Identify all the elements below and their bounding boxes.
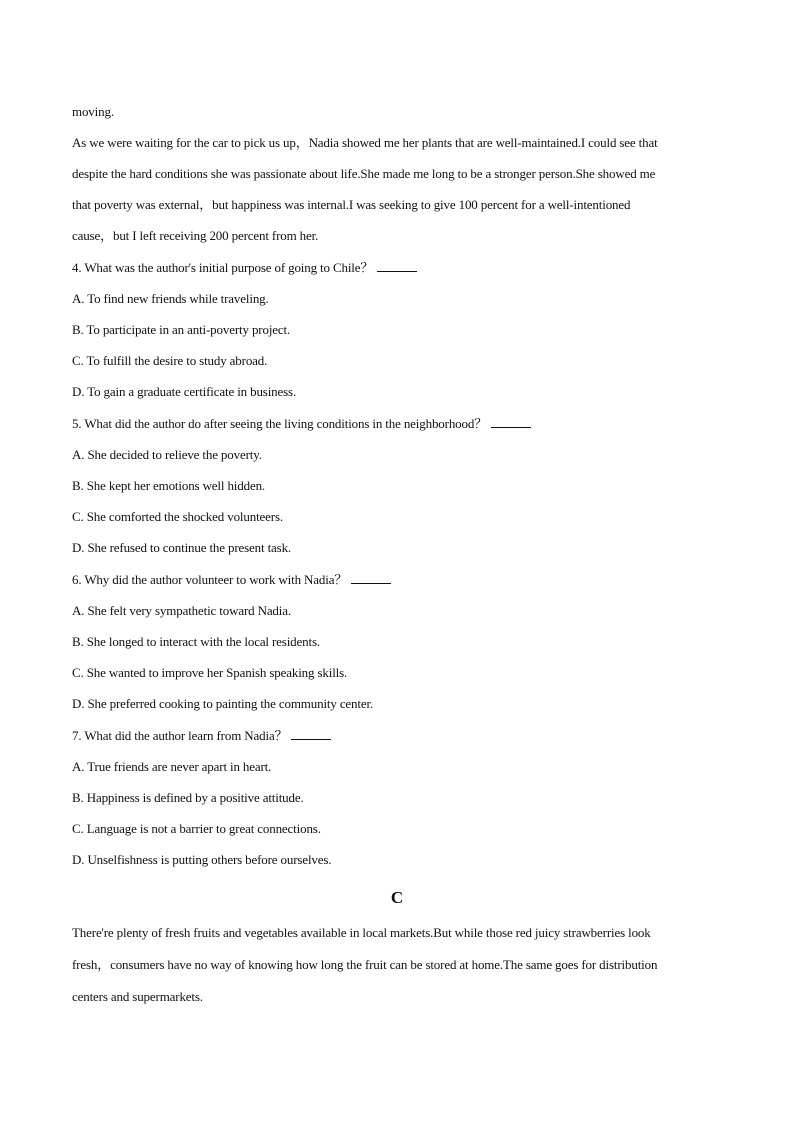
question-4-option-a: A. To find new friends while traveling.	[72, 291, 269, 306]
question-4-option-c: C. To fulfill the desire to study abroad.	[72, 353, 268, 368]
answer-blank	[351, 582, 391, 584]
passage-line: fresh，consumers have no way of knowing how long the fruit can be stored at home.The same goes for distribution	[72, 957, 658, 972]
question-4-stem	[72, 260, 732, 276]
question-7-option-d: D. Unselfishness is putting others before ourselves.	[72, 852, 332, 867]
question-6-option-b: B. She longed to interact with the local residents.	[72, 634, 320, 649]
passage-line: despite the hard conditions she was passionate about life.She made me long to be a stronger person.She showed me	[72, 166, 656, 181]
passage-line: There're plenty of fresh fruits and vegetables available in local markets.But while those red juicy strawberries look	[72, 925, 651, 940]
question-7-option-b: B. Happiness is defined by a positive attitude.	[72, 790, 304, 805]
question-4-option-d: D. To gain a graduate certificate in business.	[72, 384, 297, 399]
question-6-option-d: D. She preferred cooking to painting the community center.	[72, 696, 374, 711]
question-4-option-b: B. To participate in an anti-poverty project.	[72, 322, 291, 337]
question-5-option-b: B. She kept her emotions well hidden.	[72, 478, 266, 493]
question-stem-text: 5. What did the author do after seeing the living conditions in the neighborhood？	[72, 416, 488, 431]
passage-line: that poverty was external，but happiness was internal.I was seeking to give 100 percent for a well-intentioned	[72, 197, 631, 212]
passage-line: cause，but I left receiving 200 percent from her.	[72, 228, 319, 243]
question-5-stem	[72, 416, 732, 432]
passage-line: As we were waiting for the car to pick us up，Nadia showed me her plants that are well-maintained.I could see that	[72, 135, 658, 150]
question-5-option-c: C. She comforted the shocked volunteers.	[72, 509, 283, 524]
answer-blank	[491, 426, 531, 428]
question-7-option-a: A. True friends are never apart in heart.	[72, 759, 272, 774]
question-7-option-c: C. Language is not a barrier to great connections.	[72, 821, 321, 836]
answer-blank	[291, 738, 331, 740]
question-5-option-a: A. She decided to relieve the poverty.	[72, 447, 262, 462]
question-stem-text: 4. What was the author's initial purpose of going to Chile？	[72, 260, 374, 275]
question-6-option-a: A. She felt very sympathetic toward Nadia.	[72, 603, 291, 618]
question-stem-text: 7. What did the author learn from Nadia？	[72, 728, 288, 743]
question-7-stem	[72, 728, 732, 744]
question-6-stem	[72, 572, 732, 588]
answer-blank	[377, 270, 417, 272]
question-6-option-c: C. She wanted to improve her Spanish speaking skills.	[72, 665, 348, 680]
passage-line: moving.	[72, 104, 114, 119]
question-stem-text: 6. Why did the author volunteer to work with Nadia？	[72, 572, 348, 587]
section-c-heading: C	[390, 888, 404, 907]
question-5-option-d: D. She refused to continue the present task.	[72, 540, 292, 555]
passage-line: centers and supermarkets.	[72, 989, 203, 1004]
